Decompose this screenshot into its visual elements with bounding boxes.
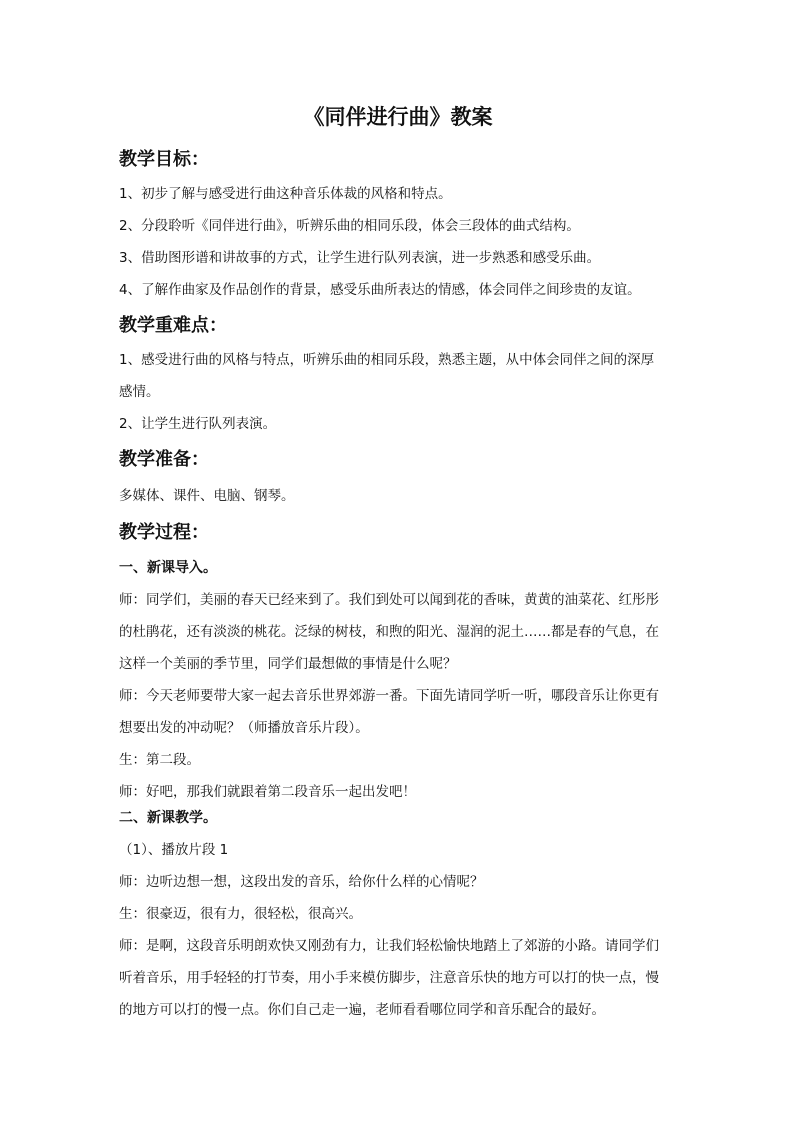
part1-para3: 生：第二段。 [119, 752, 200, 768]
key-points-list [119, 344, 677, 440]
document-title: 《同伴进行曲》教案 [303, 105, 493, 129]
part1-para4: 师：好吧，那我们就跟着第二段音乐一起出发吧！ [119, 784, 416, 800]
part2-para3: 生：很豪迈，很有力，很轻松，很高兴。 [119, 906, 362, 922]
process-heading: 教学过程： [119, 522, 209, 543]
part2-para4-line3: 的地方可以打的慢一点。你们自己走一遍，老师看看哪位同学和音乐配合的最好。 [119, 1002, 605, 1018]
objective-item-3: 3、借助图形谱和讲故事的方式，让学生进行队列表演，进一步熟悉和感受乐曲。 [119, 250, 601, 266]
part1-para1-line1: 师：同学们，美丽的春天已经来到了。我们到处可以闻到花的香味，黄黄的油菜花、红彤彤 [119, 592, 659, 608]
key-point-2: 2、让学生进行队列表演。 [119, 416, 277, 432]
objective-item-1: 1、初步了解与感受进行曲这种音乐体裁的风格和特点。 [119, 186, 452, 202]
part2-para1: （1）、播放片段 1 [119, 842, 229, 858]
part1-para1-line3: 这样一个美丽的季节里，同学们最想做的事情是什么呢？ [119, 656, 457, 672]
objectives-list [119, 178, 677, 306]
preparation-heading: 教学准备： [119, 449, 209, 470]
part1-body [119, 584, 677, 808]
preparation-line: 多媒体、课件、电脑、钢琴。 [119, 488, 295, 504]
key-points-heading: 教学重难点： [119, 315, 227, 336]
part1-para2-line1: 师：今天老师要带大家一起去音乐世界郊游一番。下面先请同学听一听，哪段音乐让你更有 [119, 688, 659, 704]
objective-item-4: 4、了解作曲家及作品创作的背景，感受乐曲所表达的情感，体会同伴之间珍贵的友谊。 [119, 282, 641, 298]
objectives-heading: 教学目标： [119, 149, 209, 170]
key-point-1-line-2: 感情。 [119, 384, 160, 400]
part1-para2-line2: 想要出发的冲动呢？（师播放音乐片段）。 [119, 720, 369, 736]
part2-body [119, 834, 677, 1026]
part2-heading: 二、新课教学。 [119, 810, 217, 826]
part1-heading: 一、新课导入。 [119, 560, 217, 576]
objective-item-2: 2、分段聆听《同伴进行曲》，听辨乐曲的相同乐段，体会三段体的曲式结构。 [119, 218, 580, 234]
part2-para4-line1: 师：是啊，这段音乐明朗欢快又刚劲有力，让我们轻松愉快地踏上了郊游的小路。请同学们 [119, 938, 659, 954]
part2-para4-line2: 听着音乐，用手轻轻的打节奏，用小手来模仿脚步，注意音乐快的地方可以打的快一点，慢 [119, 970, 659, 986]
part2-para2: 师：边听边想一想，这段出发的音乐，给你什么样的心情呢？ [119, 874, 484, 890]
preparation-text [119, 480, 677, 512]
part1-para1-line2: 的杜鹃花，还有淡淡的桃花。泛绿的树枝，和煦的阳光、湿润的泥土……都是春的气息，在 [119, 624, 659, 640]
key-point-1-line-1: 1、感受进行曲的风格与特点，听辨乐曲的相同乐段，熟悉主题，从中体会同伴之间的深厚 [119, 352, 655, 368]
